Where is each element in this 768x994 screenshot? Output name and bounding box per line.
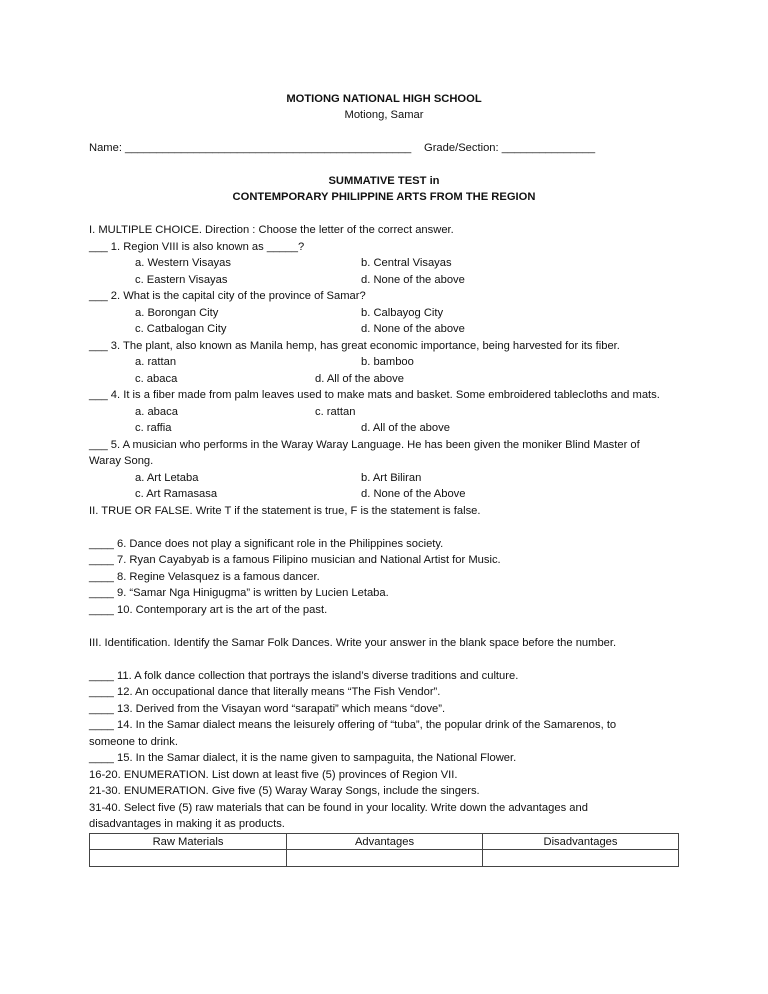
tf-item-8: ____ 8. Regine Velasquez is a famous dancer. [89,571,320,583]
q2-choice-c: c. Catbalogan City [135,323,227,335]
q5-choice-a: a. Art Letaba [135,472,199,484]
q1-choice-d: d. None of the above [361,274,465,286]
id-item-14-cont: someone to drink. [89,736,178,748]
q3-choice-d: d. All of the above [315,373,404,385]
q4-choice-c: c. raffia [135,422,172,434]
test-title: SUMMATIVE TEST in [328,175,440,187]
q1-choice-c: c. Eastern Visayas [135,274,228,286]
q5-choice-c: c. Art Ramasasa [135,488,218,500]
q4-choice-b: c. rattan [315,406,356,418]
question-3: ___ 3. The plant, also known as Manila hemp, has great economic importance, being harvested for its fiber. [89,340,620,352]
id-item-15: ____ 15. In the Samar dialect, it is the name given to sampaguita, the National Flower. [89,752,517,764]
table-header-advantages: Advantages [287,834,483,850]
tf-item-6: ____ 6. Dance does not play a significant role in the Philippines society. [89,538,444,550]
question-4: ___ 4. It is a fiber made from palm leaves used to make mats and basket. Some embroidered tablecloths and mats. [89,389,660,401]
q1-choice-b: b. Central Visayas [361,257,452,269]
q3-choice-a: a. rattan [135,356,177,368]
q5-choice-d: d. None of the Above [361,488,466,500]
table-cell-blank [483,850,679,867]
table-cell-blank [90,850,287,867]
raw-materials-table [89,833,679,867]
school-name: MOTIONG NATIONAL HIGH SCHOOL [286,93,482,105]
part3-heading: III. Identification. Identify the Samar Folk Dances. Write your answer in the blank space before the number. [89,637,617,649]
tf-item-7: ____ 7. Ryan Cayabyab is a famous Filipino musician and National Artist for Music. [89,554,501,566]
name-field-line: Name: ______________________________________________ [89,142,412,154]
question-5-cont: Waray Song. [89,455,154,467]
school-location: Motiong, Samar [344,109,424,121]
id-item-12: ____ 12. An occupational dance that literally means “The Fish Vendor”. [89,686,441,698]
question-5: ___ 5. A musician who performs in the Waray Waray Language. He has been given the moniker Blind Master of [89,439,640,451]
enumeration-21-30: 21-30. ENUMERATION. Give five (5) Waray Waray Songs, include the singers. [89,785,480,797]
enumeration-16-20: 16-20. ENUMERATION. List down at least five (5) provinces of Region VII. [89,769,458,781]
raw-materials-instruction-cont: disadvantages in making it as products. [89,818,285,830]
table-header-disadvantages: Disadvantages [483,834,679,850]
part1-heading: I. MULTIPLE CHOICE. Direction : Choose the letter of the correct answer. [89,224,454,236]
question-1: ___ 1. Region VIII is also known as _____? [89,241,305,253]
tf-item-10: ____ 10. Contemporary art is the art of the past. [89,604,328,616]
q2-choice-d: d. None of the above [361,323,465,335]
tf-item-9: ____ 9. “Samar Nga Hinigugma” is written by Lucien Letaba. [89,587,389,599]
raw-materials-instruction: 31-40. Select five (5) raw materials that can be found in your locality. Write down the advantages and [89,802,588,814]
q2-choice-a: a. Borongan City [135,307,219,319]
q4-choice-d: d. All of the above [361,422,450,434]
part2-heading: II. TRUE OR FALSE. Write T if the statement is true, F is the statement is false. [89,505,481,517]
grade-section-field-line: Grade/Section: _______________ [424,142,596,154]
table-header-raw-materials: Raw Materials [90,834,287,850]
q4-choice-a: a. abaca [135,406,178,418]
question-2: ___ 2. What is the capital city of the province of Samar? [89,290,366,302]
q3-choice-c: c. abaca [135,373,178,385]
q2-choice-b: b. Calbayog City [361,307,444,319]
id-item-13: ____ 13. Derived from the Visayan word “sarapati” which means “dove”. [89,703,446,715]
id-item-14: ____ 14. In the Samar dialect means the leisurely offering of “tuba”, the popular drink of the Samarenos, to [89,719,617,731]
q5-choice-b: b. Art Biliran [361,472,422,484]
id-item-11: ____ 11. A folk dance collection that portrays the island’s diverse traditions and culture. [89,670,519,682]
q1-choice-a: a. Western Visayas [135,257,231,269]
test-subject: CONTEMPORARY PHILIPPINE ARTS FROM THE REGION [232,191,536,203]
table-cell-blank [287,850,483,867]
q3-choice-b: b. bamboo [361,356,414,368]
